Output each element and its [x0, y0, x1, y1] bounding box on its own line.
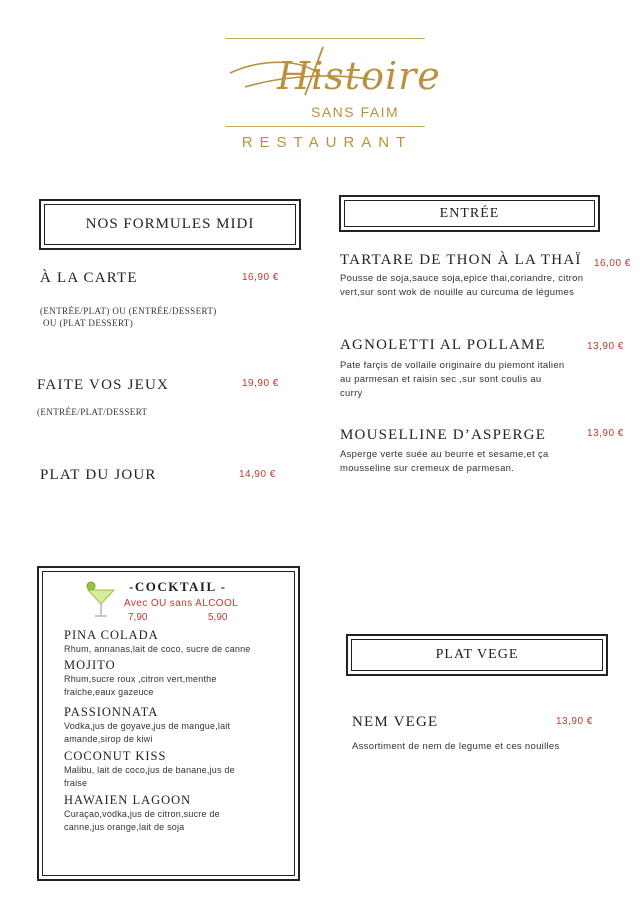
- formule-desc: (ENTRÉE/PLAT) OU (ENTRÉE/DESSERT) OU (PLAT DESSERT): [40, 306, 217, 328]
- cocktail-price-without: 5,90: [208, 612, 228, 623]
- logo-script: Histoire: [277, 54, 441, 98]
- cocktail-heading: -COCKTAIL -: [129, 579, 227, 594]
- entree-title: TARTARE DE THON À LA THAÏ: [340, 252, 582, 268]
- entree-desc: Pate farçis de vollaile originaire du piemont italien au parmesan et raisin sec ,sur sont coulis au curry: [340, 360, 565, 399]
- list-item: PASSIONNATA Vodka,jus de goyave,jus de mangue,lait amande,sirop de kiwi: [64, 705, 231, 744]
- entree-price: 13,90 €: [587, 341, 624, 352]
- entree-title: AGNOLETTI AL POLLAME: [340, 337, 546, 353]
- formules-heading: NOS FORMULES MIDI: [85, 216, 255, 232]
- formule-title: PLAT DU JOUR: [40, 467, 157, 483]
- entree-heading-box: [339, 195, 600, 232]
- vege-desc: Assortiment de nem de legume et ces nouilles: [352, 741, 560, 752]
- entree-desc: Pousse de soja,sauce soja,epice thai,coriandre, citron vert,sur sont wok de nouille au curcuma de légumes: [340, 273, 584, 298]
- cocktail-price-with: 7,90: [128, 612, 148, 623]
- formule-price: 14,90 €: [239, 469, 276, 480]
- logo-restaurant: RESTAURANT: [241, 134, 413, 151]
- vege-title: NEM VEGE: [352, 714, 439, 730]
- martini-glass-icon: [85, 580, 117, 620]
- cocktail-box: [37, 566, 300, 881]
- cocktail-list: [64, 628, 289, 834]
- vege-heading-box: [346, 634, 608, 676]
- formules-heading-box: [39, 199, 301, 250]
- cocktail-subheading: Avec OU sans ALCOOL: [124, 598, 239, 609]
- entree-price: 16,00 €: [594, 258, 631, 269]
- formule-price: 19,90 €: [242, 378, 279, 389]
- formule-desc: (ENTRÉE/PLAT/DESSERT: [37, 407, 148, 417]
- formule-price: 16,90 €: [242, 272, 279, 283]
- list-item: PINA COLADA Rhum, annanas,lait de coco, sucre de canne: [64, 628, 251, 654]
- entree-title: MOUSELLINE D’ASPERGE: [340, 427, 547, 443]
- formule-title: À LA CARTE: [40, 270, 138, 286]
- logo-line-bottom: [225, 126, 425, 127]
- logo-subtitle: SANS FAIM: [311, 104, 400, 120]
- list-item: COCONUT KISS Malibu, lait de coco,jus de banane,jus de fraise: [64, 749, 235, 788]
- vege-heading: PLAT VEGE: [435, 647, 519, 662]
- entree-price: 13,90 €: [587, 428, 624, 439]
- vege-price: 13,90 €: [556, 716, 593, 727]
- list-item: HAWAIEN LAGOON Curaçao,vodka,jus de citron,sucre de canne,jus orange,lait de soja: [64, 793, 220, 832]
- entree-heading: ENTRÉE: [439, 206, 500, 221]
- logo: [215, 30, 441, 155]
- list-item: MOJITO Rhum,sucre roux ,citron vert,menthe fraiche,eaux gazeuce: [64, 658, 217, 697]
- formule-title: FAITE VOS JEUX: [37, 377, 170, 393]
- entree-desc: Asperge verte suée au beurre et sesame,et ça mousseline sur cremeux de parmesan.: [340, 449, 549, 474]
